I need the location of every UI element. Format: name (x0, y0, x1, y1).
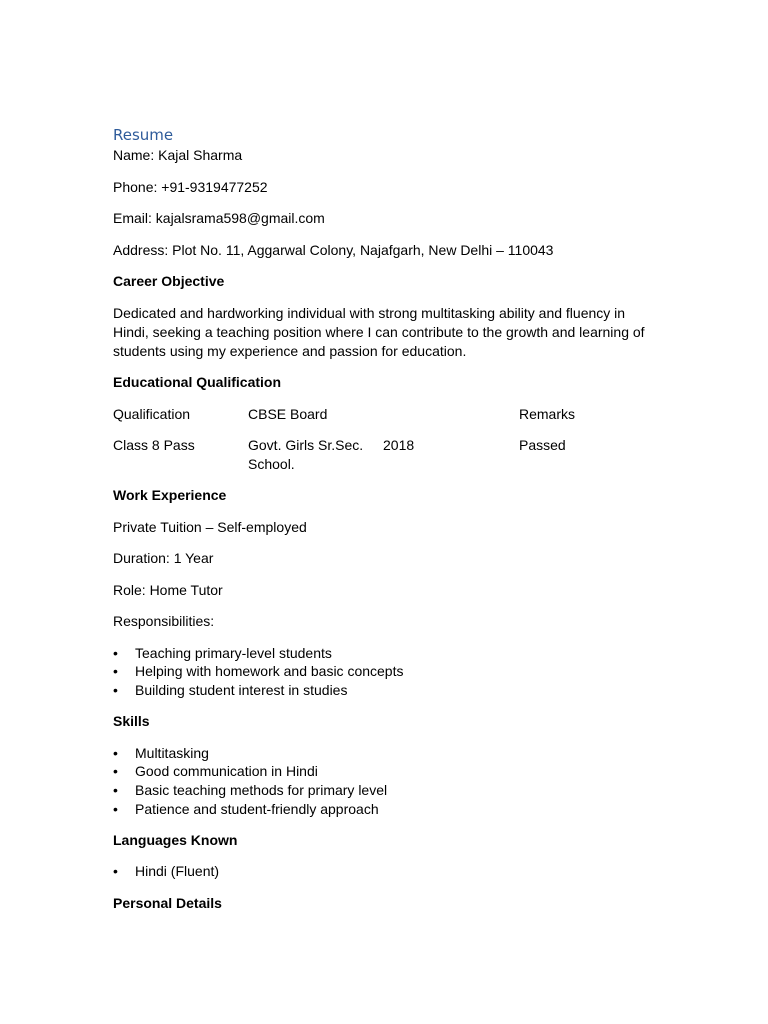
list-item-text: Hindi (Fluent) (135, 863, 220, 880)
bullet-icon: • (113, 782, 118, 799)
personal-details-heading: Personal Details (113, 894, 222, 911)
education-header-row (113, 405, 653, 436)
list-item-text: Patience and student-friendly approach (135, 800, 379, 817)
education-heading: Educational Qualification (113, 374, 282, 390)
work-role: Role: Home Tutor (113, 581, 223, 598)
list-item (113, 644, 653, 663)
bullet-icon: • (113, 644, 118, 661)
bullet-icon: • (113, 744, 118, 761)
education-header-cell (383, 405, 519, 436)
education-table (113, 405, 653, 474)
contact-email: Email: kajalsrama598@gmail.com (113, 210, 325, 226)
list-item-text: Basic teaching methods for primary level (135, 782, 388, 799)
education-header-cell: Remarks (519, 405, 576, 422)
career-objective-text: Dedicated and hardworking individual with strong multitasking ability and fluency in Hindi, seeking a teaching position where I can contribute to the growth and learning of students using my experience and passion for education. (113, 304, 645, 359)
bullet-icon: • (113, 863, 118, 880)
contact-name: Name: Kajal Sharma (113, 147, 243, 163)
list-item (113, 862, 653, 881)
education-cell: Govt. Girls Sr.Sec. School. (248, 436, 364, 472)
list-item (113, 744, 653, 763)
list-item-text: Building student interest in studies (135, 681, 348, 698)
education-cell: Passed (519, 436, 566, 453)
contact-address: Address: Plot No. 11, Aggarwal Colony, Najafgarh, New Delhi – 110043 (113, 241, 554, 258)
education-header-cell: CBSE Board (248, 405, 328, 422)
responsibilities-list (113, 644, 653, 700)
work-duration: Duration: 1 Year (113, 550, 214, 566)
list-item-text: Teaching primary-level students (135, 644, 332, 661)
education-cell: Class 8 Pass (113, 436, 195, 453)
list-item (113, 800, 653, 819)
contact-phone: Phone: +91-9319477252 (113, 178, 268, 195)
document-title: Resume (113, 126, 174, 144)
languages-heading: Languages Known (113, 831, 238, 848)
list-item-text: Multitasking (135, 744, 209, 761)
bullet-icon: • (113, 800, 118, 817)
bullet-icon: • (113, 663, 118, 680)
languages-list (113, 862, 653, 881)
list-item (113, 662, 653, 681)
resume-document (113, 124, 653, 925)
list-item (113, 762, 653, 781)
education-cell: 2018 (383, 436, 415, 453)
career-objective-heading: Career Objective (113, 273, 225, 289)
list-item-text: Helping with homework and basic concepts (135, 663, 404, 680)
education-row (113, 436, 653, 474)
education-header-cell: Qualification (113, 405, 191, 422)
responsibilities-label: Responsibilities: (113, 613, 215, 629)
work-experience-heading: Work Experience (113, 487, 227, 503)
skills-list (113, 744, 653, 819)
work-position: Private Tuition – Self-employed (113, 518, 307, 535)
list-item (113, 681, 653, 700)
list-item (113, 781, 653, 800)
list-item-text: Good communication in Hindi (135, 763, 318, 780)
bullet-icon: • (113, 681, 118, 698)
bullet-icon: • (113, 763, 118, 780)
skills-heading: Skills (113, 713, 150, 730)
